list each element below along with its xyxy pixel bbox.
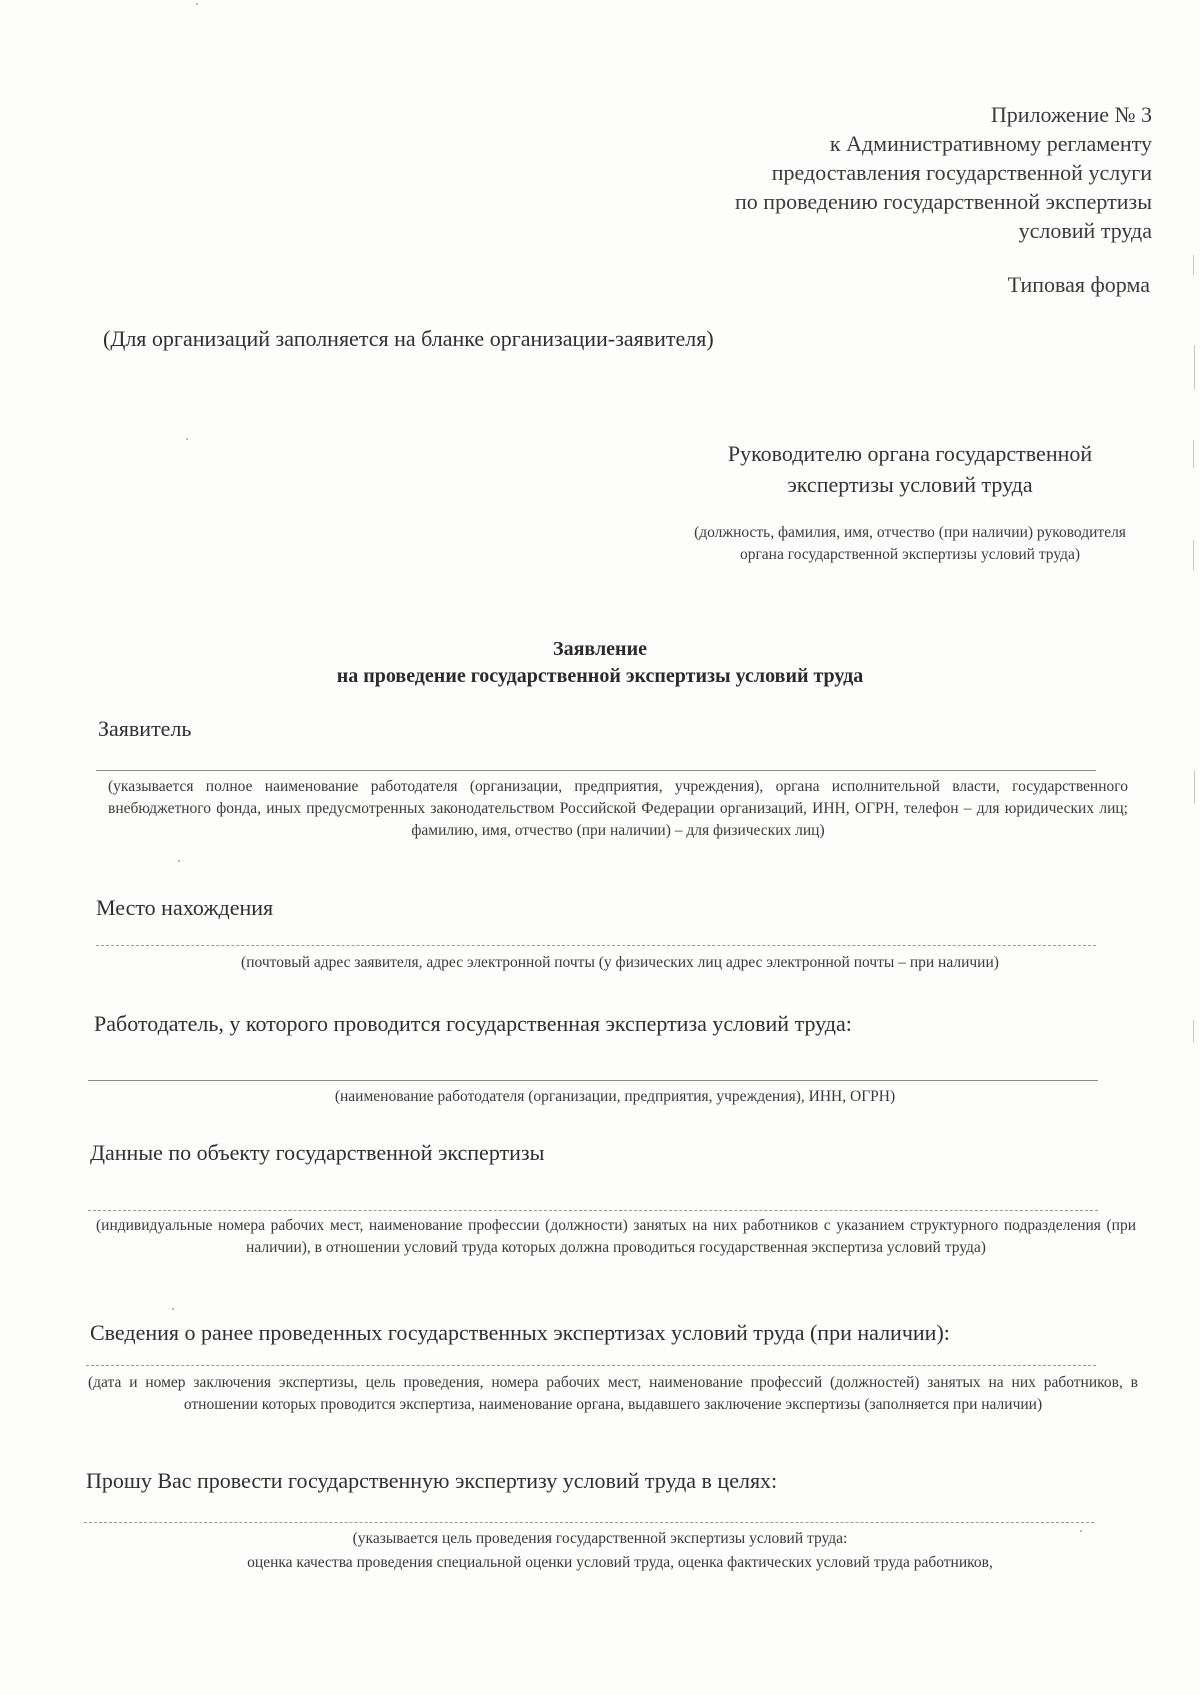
applicant-label: Заявитель	[98, 716, 192, 741]
addressee-line-1: Руководителю органа государственной	[727, 441, 1093, 466]
appendix-line-4: по проведению государственной экспертизы	[735, 189, 1152, 214]
addressee-block	[690, 438, 1130, 500]
purpose-label: Прошу Вас провести государственную экспертизу условий труда в целях:	[86, 1468, 778, 1493]
previous-label: Сведения о ранее проведенных государственных экспертизах условий труда (при наличии):	[90, 1320, 950, 1345]
appendix-header	[632, 100, 1152, 245]
scan-speck	[186, 438, 188, 440]
document-title	[240, 636, 960, 690]
scan-edge-mark	[1194, 345, 1195, 390]
scan-edge-mark	[1193, 1020, 1194, 1042]
scan-edge-mark	[1194, 770, 1195, 804]
purpose-note-line-1: (указывается цель проведения государственной экспертизы условий труда:	[352, 1530, 848, 1547]
purpose-field-line[interactable]	[84, 1522, 1094, 1523]
object-field-line[interactable]	[88, 1210, 1098, 1211]
object-label: Данные по объекту государственной экспертизы	[90, 1140, 545, 1165]
title-line-2: на проведение государственной экспертизы условий труда	[336, 665, 864, 687]
appendix-line-2: к Административному регламенту	[829, 131, 1152, 156]
location-note: (почтовый адрес заявителя, адрес электронной почты (у физических лиц адрес электронной почты – при наличии)	[241, 954, 999, 971]
scan-edge-mark	[1193, 540, 1194, 570]
previous-note: (дата и номер заключения экспертизы, цель проведения, номера рабочих мест, наименование профессий (должностей) занятых на них работников, в отношении которых проводится экспертиза, наименование органа, выдавшего заключение экспертизы (заполняется при наличии)	[88, 1374, 1138, 1413]
employer-note: (наименование работодателя (организации, предприятия, учреждения), ИНН, ОГРН)	[334, 1088, 896, 1105]
fill-instruction: (Для организаций заполняется на бланке организации-заявителя)	[103, 326, 714, 351]
addressee-note: (должность, фамилия, имя, отчество (при наличии) руководителя органа государственной экспертизы условий труда)	[694, 524, 1126, 563]
purpose-note-line-2: оценка качества проведения специальной оценки условий труда, оценка фактических условий труда работников,	[247, 1554, 993, 1571]
location-label: Место нахождения	[96, 895, 274, 920]
applicant-field-line[interactable]	[96, 770, 1096, 771]
applicant-note: (указывается полное наименование работодателя (организации, предприятия, учреждения), органа исполнительной власти, государственного внебюджетного фонда, иных предусмотренных законодательством Российской Федерации организаций, ИНН, ОГРН, телефон – для юридических лиц; фамилию, имя, отчество (при наличии) – для физических лиц)	[108, 778, 1128, 839]
appendix-line-1: Приложение № 3	[990, 102, 1152, 127]
scan-speck	[196, 3, 198, 5]
object-note: (индивидуальные номера рабочих мест, наименование профессии (должности) занятых на них работников с указанием структурного подразделения (при наличии), в отношении условий труда которых должна проводиться государственная экспертиза условий труда)	[96, 1217, 1136, 1256]
appendix-line-3: предоставления государственной услуги	[771, 160, 1152, 185]
employer-field-line[interactable]	[88, 1080, 1098, 1081]
scan-edge-mark	[1193, 440, 1194, 468]
previous-field-line[interactable]	[86, 1365, 1096, 1366]
location-field-line[interactable]	[96, 945, 1096, 946]
addressee-line-2: экспертизы условий труда	[787, 472, 1033, 497]
employer-label: Работодатель, у которого проводится государственная экспертиза условий труда:	[94, 1011, 852, 1036]
scan-speck	[178, 860, 180, 862]
form-type-label: Типовая форма	[1007, 272, 1150, 297]
scan-edge-mark	[1193, 255, 1194, 275]
title-line-1: Заявление	[553, 638, 647, 660]
scan-speck	[1080, 1530, 1082, 1532]
scan-speck	[172, 1308, 174, 1310]
appendix-line-5: условий труда	[1018, 218, 1152, 243]
